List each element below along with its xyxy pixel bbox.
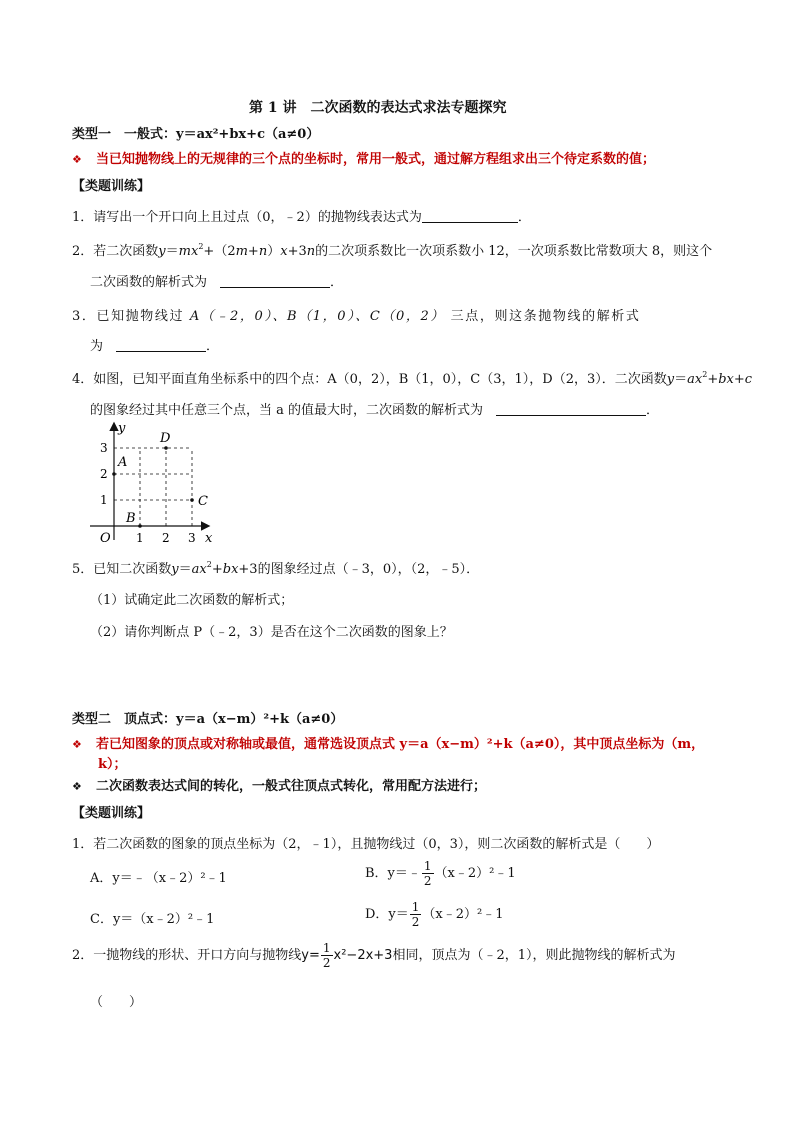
- section2-bullet-2-text: 二次函数表达式间的转化，一般式往顶点式转化，常用配方法进行；: [96, 779, 487, 794]
- question-4-formula: y: [666, 372, 675, 387]
- question-2-text-b: 的二次项系数比一次项系数小 12，一次项系数比常数项大 8，则这个: [315, 244, 713, 259]
- s2-question-2-eq-post: x²−2x+3: [333, 948, 393, 963]
- section2-bullet-1-text: 若已知图象的顶点或对称轴或最值，通常选设顶点式 y＝a（x−m）²+k（a≠0），其中顶点坐标为（m，: [96, 737, 705, 752]
- question-5-text-b: 的图象经过点（﹣3，0），（2，﹣5）．: [257, 562, 480, 577]
- question-1-text: 1．请写出一个开口向上且过点（0，﹣2）的抛物线表达式为: [72, 210, 422, 225]
- section1-heading-formula: y＝ax²+bx+c（a≠0）: [176, 127, 320, 142]
- origin-label: O: [100, 531, 111, 546]
- fraction-numerator: 1: [322, 941, 331, 955]
- section1-heading: [72, 123, 319, 142]
- coordinate-graph: [84, 418, 224, 548]
- question-3-line2: 为 ．: [90, 339, 220, 354]
- point-c: [190, 498, 194, 502]
- x-tick-label: 2: [162, 531, 170, 545]
- point-label-b: B: [126, 511, 136, 526]
- y-tick-label: 2: [100, 467, 108, 481]
- fraction-denominator: 2: [423, 874, 432, 888]
- question-2-line1: 2．若二次函数$y=mx^2+(2m+n)x+3n$的二次项系数比一次项系数小 12，一次项系数比常数项大 8，则这个: [72, 242, 713, 259]
- section1-heading-prefix: 类型一 一般式：: [72, 127, 177, 142]
- section2-heading-prefix: 类型二 顶点式：: [72, 712, 177, 727]
- answer-blank[interactable]: [116, 337, 206, 352]
- section2-training-label: 【类题训练】: [72, 806, 151, 821]
- section2-bullet-1-cont: k）；: [98, 757, 127, 772]
- fraction-denominator: 2: [322, 956, 331, 970]
- option-c[interactable]: C．y＝（x﹣2）²﹣1: [90, 912, 215, 927]
- question-4-points: A（0，2），B（1，0），C（3，1），D（2，3）．二次函数: [327, 372, 667, 387]
- fraction: [410, 900, 422, 929]
- question-2-line2: 二次函数的解析式为 ．: [90, 275, 344, 290]
- option-d-pre: D．y＝: [365, 907, 409, 922]
- x-axis-label: x: [205, 531, 213, 546]
- y-axis-label: y: [118, 421, 126, 436]
- s2-question-2-paren: （ ）: [90, 995, 143, 1010]
- question-2-text-c: 二次函数的解析式为: [90, 275, 208, 290]
- question-4-text-b: 的图象经过其中任意三个点，当 a 的值最大时，二次函数的解析式为: [90, 403, 484, 418]
- question-2-formula: y: [158, 244, 166, 259]
- x-tick-label: 1: [136, 531, 144, 545]
- x-tick-label: 3: [188, 531, 196, 545]
- question-5-formula: y: [171, 562, 179, 577]
- section2-heading-formula: y＝a（x−m）²+k（a≠0）: [176, 712, 344, 727]
- option-d-post: （x﹣2）²﹣1: [422, 907, 504, 922]
- section1-bullet: [72, 148, 655, 167]
- question-3-text-a: 3．已知抛物线过: [72, 309, 185, 324]
- s2-question-2-text-a: 2．一抛物线的形状、开口方向与抛物线: [72, 948, 302, 963]
- s2-question-2-eq-pre: y=: [301, 948, 320, 963]
- s2-question-2-text-b: 相同，顶点为（﹣2，1），则此抛物线的解析式为: [392, 948, 676, 963]
- section2-bullet-2: [72, 775, 486, 794]
- point-label-c: C: [198, 494, 208, 509]
- option-a[interactable]: A．y＝﹣（x﹣2）²﹣1: [90, 871, 227, 886]
- question-1: 1．请写出一个开口向上且过点（0，﹣2）的抛物线表达式为 ．: [72, 210, 531, 225]
- question-4-line2: 的图象经过其中任意三个点，当 a 的值最大时，二次函数的解析式为 ．: [90, 403, 660, 418]
- section2-heading: [72, 708, 343, 727]
- point-d: [164, 446, 168, 450]
- question-5-sub1: （1）试确定此二次函数的解析式；: [90, 593, 294, 608]
- question-2-text-a: 2．若二次函数: [72, 244, 159, 259]
- option-d[interactable]: [365, 900, 504, 929]
- fraction: [321, 941, 333, 970]
- answer-blank[interactable]: [422, 208, 518, 223]
- option-b-post: （x﹣2）²﹣1: [434, 866, 516, 881]
- point-b: [138, 524, 142, 528]
- section1-bullet-text: 当已知抛物线上的无规律的三个点的坐标时，常用一般式，通过解方程组求出三个待定系数的值；: [96, 152, 656, 167]
- question-3-text-c: 为: [90, 339, 104, 354]
- y-tick-label: 3: [100, 441, 108, 455]
- s2-question-1: 1．若二次函数的图象的顶点坐标为（2，﹣1），且抛物线过（0，3），则二次函数的解析式是（ ）: [72, 837, 660, 852]
- question-3-text-b: 三点，则这条抛物线的解析式: [450, 309, 641, 324]
- question-5-text-a: 5．已知二次函数: [72, 562, 172, 577]
- answer-blank[interactable]: [220, 273, 330, 288]
- question-3-line1: [72, 305, 640, 324]
- point-label-a: A: [118, 455, 128, 470]
- answer-blank[interactable]: [496, 401, 646, 416]
- question-4-text-a: 4．如图，已知平面直角坐标系中的四个点：: [72, 372, 328, 387]
- diamond-icon: ❖: [72, 780, 82, 793]
- fraction-denominator: 2: [411, 915, 420, 929]
- question-5-line1: 5．已知二次函数$y=ax^2+bx+3$的图象经过点（﹣3，0），（2，﹣5）．: [72, 560, 480, 577]
- option-b[interactable]: [365, 859, 516, 888]
- point-label-d: D: [160, 431, 171, 446]
- diamond-icon: ❖: [72, 738, 82, 751]
- fraction-numerator: 1: [423, 859, 432, 873]
- option-b-pre: B．y＝﹣: [365, 866, 421, 881]
- page-title: 第 1 讲 二次函数的表达式求法专题探究: [249, 100, 507, 116]
- section2-bullet-1: [72, 733, 704, 752]
- question-4-line1: 4．如图，已知平面直角坐标系中的四个点：A（0，2），B（1，0），C（3，1），D（2，3）．二次函数$y=ax^2+bx+c$: [72, 370, 753, 387]
- fraction: [422, 859, 434, 888]
- question-5-sub2: （2）请你判断点 P（﹣2，3）是否在这个二次函数的图象上？: [90, 625, 453, 640]
- y-tick-label: 1: [100, 493, 108, 507]
- s2-question-2: [72, 941, 676, 970]
- fraction-numerator: 1: [411, 900, 420, 914]
- question-3-points: A（﹣2，0）、B（1，0）、C（0，2）: [189, 309, 445, 324]
- point-a: [112, 472, 116, 476]
- section1-training-label: 【类题训练】: [72, 179, 151, 194]
- diamond-icon: ❖: [72, 153, 82, 166]
